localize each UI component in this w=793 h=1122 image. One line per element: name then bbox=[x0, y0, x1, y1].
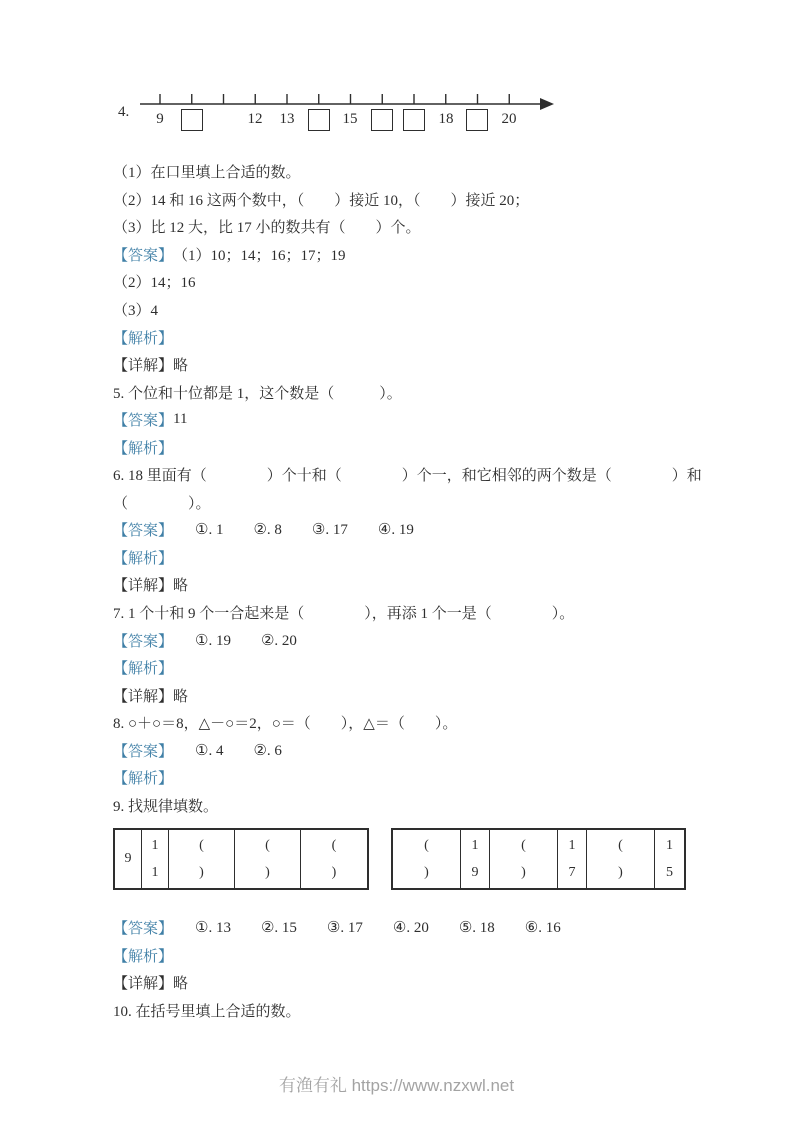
question-text: 7. 1 个十和 9 个一合起来是（ ），再添 1 个一是（ ）。 bbox=[113, 606, 575, 623]
cell-value-top: 1 bbox=[568, 838, 576, 854]
paren-close: ) bbox=[424, 865, 429, 881]
question-text: （3）比 12 大，比 17 小的数共有（ ）个。 bbox=[113, 220, 421, 237]
paren-open: ( bbox=[265, 838, 270, 854]
detail-label: 【详解】 bbox=[113, 688, 174, 705]
paren-open: ( bbox=[199, 838, 204, 854]
q9-title bbox=[113, 792, 763, 820]
detail-text: 略 bbox=[173, 976, 189, 993]
answer-label: 【答案】 bbox=[113, 921, 174, 938]
paren-open: ( bbox=[424, 838, 429, 854]
number-line bbox=[140, 92, 565, 147]
question-text: （2）14 和 16 这两个数中，（ ）接近 10，（ ）接近 20； bbox=[113, 192, 530, 209]
q5-analysis bbox=[113, 433, 763, 461]
q4-sub3 bbox=[113, 213, 763, 241]
numberline-fill-box bbox=[403, 109, 425, 131]
cell-value-top: 1 bbox=[151, 838, 159, 854]
q4-answer-line3 bbox=[113, 296, 763, 324]
table-cell bbox=[461, 830, 490, 888]
detail-text: 略 bbox=[173, 358, 189, 375]
paren-open: ( bbox=[618, 838, 623, 854]
answer-label: 【答案】 bbox=[113, 743, 174, 760]
question-text: 8. ○＋○＝8，△－○＝2，○＝（ ），△＝（ ）。 bbox=[113, 716, 458, 733]
q8-text bbox=[113, 709, 763, 737]
q6-text-line1 bbox=[113, 461, 763, 489]
numberline-label-12: 12 bbox=[247, 111, 263, 127]
cell-value-bottom: 7 bbox=[568, 865, 576, 881]
answer-label: 【答案】 bbox=[113, 523, 174, 540]
footer-text: 有渔有礼 https://www.nzxwl.net bbox=[278, 1076, 515, 1095]
table-cell-blank bbox=[587, 830, 655, 888]
arrow-head-icon bbox=[540, 98, 554, 110]
q7-analysis bbox=[113, 654, 763, 682]
table-cell bbox=[115, 830, 142, 888]
footer-watermark bbox=[0, 1071, 793, 1096]
q9-pattern-tables bbox=[113, 828, 763, 890]
answer-item: ①. 4 bbox=[195, 742, 224, 759]
q6-text-line2 bbox=[113, 489, 763, 517]
table-cell-blank bbox=[490, 830, 558, 888]
q4-sub2 bbox=[113, 186, 763, 214]
answer-item: ④. 19 bbox=[377, 522, 414, 539]
cell-value-bottom: 1 bbox=[151, 865, 159, 881]
q7-detail bbox=[113, 681, 763, 709]
numberline-label-13: 13 bbox=[279, 111, 295, 127]
answer-item: ②. 8 bbox=[253, 522, 282, 539]
analysis-label: 【解析】 bbox=[113, 440, 174, 457]
question-text: （ ）。 bbox=[113, 495, 211, 512]
paren-open: ( bbox=[521, 838, 526, 854]
detail-text: 略 bbox=[173, 688, 189, 705]
answer-item: ⑤. 18 bbox=[458, 920, 495, 937]
q6-analysis bbox=[113, 544, 763, 572]
answer-item: ⑥. 16 bbox=[524, 920, 561, 937]
question-text: 5. 个位和十位都是 1，这个数是（ ）。 bbox=[113, 385, 402, 402]
q5-text bbox=[113, 378, 763, 406]
numberline-label-9: 9 bbox=[156, 111, 164, 127]
cell-value-top: 1 bbox=[471, 838, 479, 854]
question-text: （1）在口里填上合适的数。 bbox=[113, 165, 301, 182]
q6-detail bbox=[113, 571, 763, 599]
detail-label: 【详解】 bbox=[113, 578, 174, 595]
cell-value-top: 1 bbox=[666, 838, 673, 854]
q7-text bbox=[113, 599, 763, 627]
answer-item: ②. 15 bbox=[260, 920, 297, 937]
cell-value-bottom: 9 bbox=[471, 865, 479, 881]
q9-detail bbox=[113, 969, 763, 997]
q9-table-right bbox=[391, 828, 686, 890]
answer-item: ④. 20 bbox=[392, 920, 429, 937]
paren-open: ( bbox=[331, 838, 337, 854]
table-cell-blank bbox=[235, 830, 301, 888]
answer-label: 【答案】 bbox=[113, 247, 174, 264]
answer-text: 11 bbox=[173, 411, 188, 428]
answer-item: ①. 13 bbox=[195, 920, 231, 937]
numberline-label-20: 20 bbox=[501, 111, 517, 127]
q9-table-left bbox=[113, 828, 369, 890]
analysis-label: 【解析】 bbox=[113, 330, 174, 347]
q9-analysis bbox=[113, 942, 763, 970]
answer-item: ③. 17 bbox=[311, 522, 348, 539]
q4-analysis bbox=[113, 323, 763, 351]
paren-close: ) bbox=[331, 865, 337, 881]
analysis-label: 【解析】 bbox=[113, 661, 174, 678]
answer-text: （1）10；14；16；17；19 bbox=[173, 247, 346, 264]
answer-item: ①. 1 bbox=[195, 522, 224, 539]
q8-analysis bbox=[113, 764, 763, 792]
table-cell-blank bbox=[393, 830, 461, 888]
q4-answer-line2 bbox=[113, 268, 763, 296]
analysis-label: 【解析】 bbox=[113, 948, 174, 965]
analysis-label: 【解析】 bbox=[113, 771, 174, 788]
paren-close: ) bbox=[521, 865, 526, 881]
q5-answer bbox=[113, 406, 763, 434]
worksheet-content bbox=[113, 158, 763, 1024]
q6-answer bbox=[113, 516, 763, 544]
answer-item: ①. 19 bbox=[195, 632, 231, 649]
answer-label: 【答案】 bbox=[113, 633, 174, 650]
table-cell bbox=[558, 830, 587, 888]
q8-answer bbox=[113, 736, 763, 764]
answer-text: （2）14；16 bbox=[113, 275, 196, 292]
answer-label: 【答案】 bbox=[113, 413, 174, 430]
numberline-fill-box bbox=[371, 109, 393, 131]
q4-answer-line1 bbox=[113, 241, 763, 269]
analysis-label: 【解析】 bbox=[113, 550, 174, 567]
question-4-number: 4. bbox=[118, 104, 130, 120]
answer-item: ②. 6 bbox=[253, 742, 282, 759]
q4-sub1 bbox=[113, 158, 763, 186]
numberline-label-18: 18 bbox=[438, 111, 454, 127]
detail-label: 【详解】 bbox=[113, 976, 174, 993]
detail-text: 略 bbox=[173, 578, 189, 595]
question-text: 10. 在括号里填上合适的数。 bbox=[113, 1004, 301, 1021]
table-cell bbox=[655, 830, 684, 888]
q9-answer bbox=[113, 914, 763, 942]
q7-answer bbox=[113, 626, 763, 654]
table-cell-blank bbox=[301, 830, 367, 888]
detail-label: 【详解】 bbox=[113, 358, 174, 375]
numberline-label-15: 15 bbox=[342, 111, 358, 127]
answer-item: ③. 17 bbox=[326, 920, 363, 937]
paren-close: ) bbox=[265, 865, 270, 881]
table-cell bbox=[142, 830, 169, 888]
paren-close: ) bbox=[199, 865, 204, 881]
q4-detail bbox=[113, 351, 763, 379]
cell-value-bottom: 5 bbox=[666, 865, 673, 881]
numberline-fill-box bbox=[466, 109, 488, 131]
numberline-fill-box bbox=[308, 109, 330, 131]
q10-text bbox=[113, 997, 763, 1025]
table-cell-blank bbox=[169, 830, 235, 888]
question-text: 6. 18 里面有（ ）个十和（ ）个一，和它相邻的两个数是（ ）和 bbox=[113, 468, 702, 485]
cell-value: 9 bbox=[124, 851, 132, 867]
numberline-fill-box bbox=[181, 109, 203, 131]
paren-close: ) bbox=[618, 865, 623, 881]
answer-item: ②. 20 bbox=[260, 632, 297, 649]
question-text: 9. 找规律填数。 bbox=[113, 798, 219, 815]
answer-text: （3）4 bbox=[113, 303, 159, 319]
